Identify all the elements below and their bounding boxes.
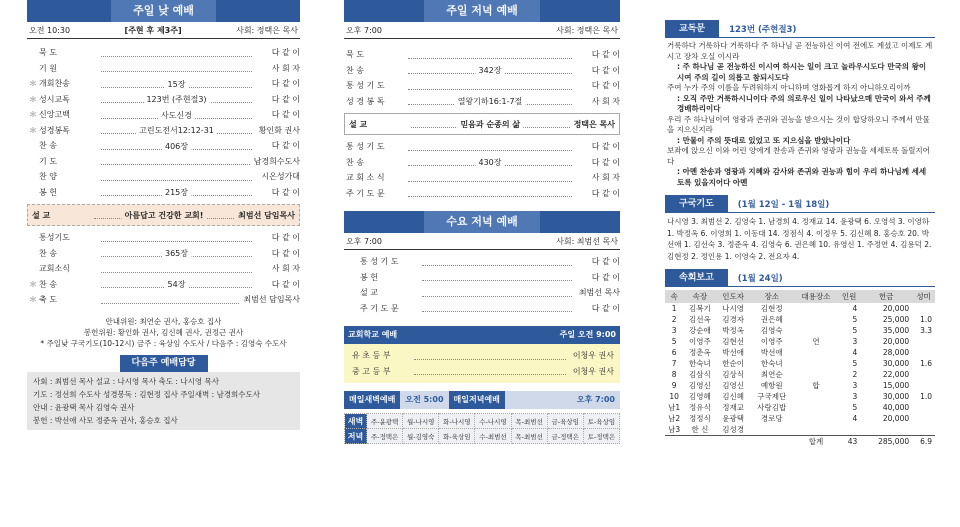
- sunday-evening-banner: 주일 저녁 예배: [344, 0, 620, 22]
- sunday-noon-order-2: [27, 230, 300, 308]
- table-row: 7 한숙녀 한순이 한숙녀 5 30,000 1.6: [671, 359, 932, 368]
- report-header-cell: 헌금: [860, 290, 912, 303]
- daily-cell: 수-나시영: [475, 414, 511, 429]
- prayer-note: * 주일낮 구국기도(10-12시) 금주 : 육상임 수도사 / 다음주 : 김영숙 수도사: [40, 338, 287, 348]
- daily-cell: 토-육상임: [583, 414, 619, 429]
- sunday-evening-header: 오후 7:00 사회: 정택은 목사: [344, 22, 620, 39]
- sunday-noon-order: [27, 45, 300, 200]
- table-row: 남1 정유식 정재교 사랑김밥 5 40,000: [668, 403, 910, 412]
- responsive-reading: [665, 38, 935, 191]
- order-row: 주 기 도 문 다 같 이: [346, 188, 620, 198]
- prayer-header: 구국기도 (1월 12일 - 1월 18일): [665, 195, 935, 213]
- evening-column: [344, 0, 620, 527]
- daily-cell: 화-나시영: [439, 414, 475, 429]
- wednesday-header: 오후 7:00 사회: 최범선 목사: [344, 233, 620, 250]
- school-row: 유 초 등 부 이청우 권사: [352, 351, 614, 361]
- report-header-cell: 성미: [912, 290, 935, 303]
- prayer-list: 나시영 3. 최범선 2. 김영숙 1. 남경희 4. 정재교 14. 윤광택 6. 오영석 3. 이영하 1. 박정옥 6. 이영희 1. 이동대 14. 정점식 4. 이정우 5. 김신혜 8. 홍승호 20. 박선애 1. 김선숙 3. 정준옥 4. 김영숙 6. 권은혜 10. 유영신 1. 주정연 4. 김용덕 2. 김현정 2. 정인용 1. 이영숙 2. 전요자 4.: [667, 217, 932, 261]
- table-row: 6 정춘옥 박선애 박선애 4 28,000: [671, 348, 910, 357]
- order-row: 성 경 봉 독 열왕기하16:1-7절 사 회 자: [346, 96, 620, 107]
- report-header: 속회보고 (1월 24일): [665, 269, 935, 287]
- order-row: 통 성 기 도 다 같 이: [346, 81, 620, 91]
- daily-cell: 수-최범선: [475, 429, 511, 444]
- daily-cell: 토-정택은: [583, 429, 619, 444]
- order-row: ＊ 성경봉독 고린도전서12:12-31 황인화 권사: [29, 125, 300, 136]
- report-total-row: 합계 43 285,000 6.9: [665, 436, 935, 448]
- order-row: 통성기도 다 같 이: [39, 233, 300, 243]
- sunday-noon-column: [27, 0, 300, 527]
- report-header-cell: 장소: [750, 290, 794, 303]
- wednesday-order: [344, 254, 620, 316]
- order-row: 교회소식 사 회 자: [39, 264, 300, 274]
- report-header-cell: 속장: [683, 290, 716, 303]
- table-row: 9 김영신 김영신 예항원 합 3 15,000: [671, 381, 910, 390]
- report-header-cell: 대용장소: [794, 290, 838, 303]
- order-row: 통 성 기 도 다 같 이: [360, 257, 620, 267]
- reading-line: : 아멘 찬송과 영광과 지혜와 감사와 존귀와 권능과 힘이 우리 하나님께 세세토록 있을지어다 아멘: [677, 167, 927, 187]
- reading-line: 우리 주 하나님이여 영광과 존귀와 권능을 받으시는 것이 합당하오니 주께서 만물을 지으신지라: [667, 114, 930, 134]
- school-header: 교회학교 예배 주일 오전 9:00: [344, 326, 620, 344]
- daily-cell: 목-최범선: [511, 414, 547, 429]
- daily-table: 새벽 주-윤광택 월-나시영 화-나시영 수-나시영 목-최범선 금-육상임 토-육상임 저녁 주-정택은 월-김영숙 화-육상임 수-최범선 목-최범선 금-정택은 토-정택은: [344, 413, 620, 444]
- order-row: ＊ 개회찬송 15장 다 같 이: [29, 79, 300, 89]
- sunday-noon-banner: [27, 0, 300, 22]
- school-row: 중 고 등 부 이청우 권사: [352, 366, 614, 376]
- sunday-evening-sermon: 설 교 믿음과 순종의 삶 정택은 목사: [344, 113, 620, 135]
- daily-cell: 주-윤광택: [367, 414, 403, 429]
- order-row: 찬 송 365장 다 같 이: [39, 248, 300, 259]
- table-row: 5 이영주 김현선 이영주 연 3 20,000: [671, 337, 910, 346]
- reading-line: : 만물이 주의 뜻대로 있었고 또 지으심을 받았나이다: [677, 135, 851, 145]
- table-row: 8 김삼식 김상식 최연순 2 22,000: [671, 370, 910, 379]
- order-row: 묵 도 다 같 이: [39, 48, 300, 58]
- daily-cell: 월-나시영: [403, 414, 439, 429]
- reading-line: 주여 누가 주의 이름을 두려워하지 아니하며 영화롭게 하지 아니하오리이까: [667, 83, 911, 92]
- report-header-cell: 인원: [838, 290, 860, 303]
- order-row: 설 교 최범선 목사: [360, 288, 620, 298]
- table-row: 10 김영혜 김신혜 구국제단 3 30,000 1.0: [669, 392, 932, 401]
- sunday-noon-sermon: 설 교 아름답고 건강한 교회! 최범선 담임목사: [27, 204, 300, 226]
- daily-cell: 목-최범선: [511, 429, 547, 444]
- order-row: 찬 송 342장 다 같 이: [346, 65, 620, 76]
- info-column: [665, 0, 935, 527]
- table-row: 3 강순애 박정옥 김영숙 5 35,000 3.3: [671, 326, 932, 335]
- order-row: 교 회 소 식 사 회 자: [346, 173, 620, 183]
- report-header-cell: 인도자: [717, 290, 750, 303]
- daily-cell: 주-정택은: [367, 429, 403, 444]
- next-week-title: 다음주 예배담당: [27, 355, 300, 372]
- sunday-noon-title: 주일 낮 예배: [111, 0, 216, 22]
- order-row: 기 도 남경희수도사: [39, 156, 300, 166]
- report-table: [665, 290, 935, 447]
- reading-line: 보좌에 앉으신 이와 어린 양에게 찬송과 존귀와 영광과 권능을 세세토록 돌릴지어다: [667, 146, 930, 166]
- daily-bar: 매일새벽예배 오전 5:00 매일저녁예배 오후 7:00: [344, 391, 620, 409]
- daily-cell: 화-육상임: [439, 429, 475, 444]
- order-row: 찬 송 406장 다 같 이: [39, 141, 300, 151]
- sunday-evening-order-2: [344, 139, 620, 201]
- order-row: 봉 헌 다 같 이: [360, 272, 620, 282]
- offering-note: 봉헌위원: 황인화 권사, 김신혜 권사, 권정근 권사: [83, 327, 244, 337]
- reading-line: 거룩하다 거룩하다 거룩하다 주 하나님 곧 전능하신 이여 전에도 계셨고 이제도 계시고 장차 오실 이시라: [667, 41, 933, 61]
- reading-line: : 오직 주만 거룩하시니이다 주의 의로우신 일이 나타났으매 만국이 와서 주께 경배하리이다: [677, 93, 931, 113]
- sunday-noon-week: [주현 후 제3주]: [124, 26, 182, 35]
- daily-cell: 월-김영숙: [403, 429, 439, 444]
- next-week-box: 사회 : 최범선 목사 설교 : 나시영 목사 축도 : 나시영 목사 기도 : 정선희 수도사 성경봉독 : 김현정 집사 주일새벽 : 남경희수도사 안내 : 윤광택 목사 김영숙 권사 봉헌 : 박선애 사모 정준옥 권사, 홍승호 집사: [27, 372, 300, 430]
- order-row: 통 성 기 도 다 같 이: [346, 142, 620, 152]
- table-row: 남2 정정식 윤광택 경로당 4 20,000: [668, 414, 910, 423]
- order-row: ＊ 찬 송 54장 다 같 이: [29, 279, 300, 290]
- wednesday-banner: 수요 저녁 예배: [344, 211, 620, 233]
- sunday-noon-time: 오전 10:30: [29, 26, 71, 35]
- sunday-noon-header: [27, 22, 300, 39]
- daily-cell: 금-육상임: [547, 414, 583, 429]
- table-row: 남3 한 신 김성경: [668, 425, 744, 434]
- order-row: 봉 헌 215장 다 같 이: [39, 187, 300, 198]
- order-row: 기 원 사 회 자: [39, 63, 300, 73]
- sunday-evening-order: [344, 47, 620, 109]
- order-row: ＊ 신앙고백 사도신경 다 같 이: [29, 110, 300, 120]
- report-header-cell: 속: [665, 290, 683, 303]
- order-row: 찬 송 430장 다 같 이: [346, 157, 620, 168]
- reading-line: : 주 하나님 곧 전능하신 이시여 하시는 일이 크고 놀라우시도다 만국의 왕이시여 주의 길이 의롭고 참되시도다: [677, 62, 927, 82]
- usher-note: 안내위원: 최연순 권사, 홍승호 집사: [105, 316, 222, 326]
- daily-cell: 금-정택은: [547, 429, 583, 444]
- school-box: [344, 344, 620, 383]
- order-row: 찬 양 시온성가대: [39, 172, 300, 182]
- table-row: 1 김복기 나시영 김현정 4 20,000: [671, 304, 910, 313]
- reading-header: 교독문 123번 (주현절3): [665, 20, 935, 38]
- order-row: ＊ 성시교독 123번 (주현절3) 다 같 이: [29, 94, 300, 105]
- order-row: ＊ 축 도 최범선 담임목사: [29, 295, 300, 305]
- table-row: 2 김선옥 김경자 권은혜 5 25,000 1.0: [671, 315, 932, 324]
- order-row: 주 기 도 문 다 같 이: [360, 303, 620, 313]
- order-row: 묵 도 다 같 이: [346, 50, 620, 60]
- sunday-noon-presider: 사회: 정택은 목사: [236, 26, 298, 35]
